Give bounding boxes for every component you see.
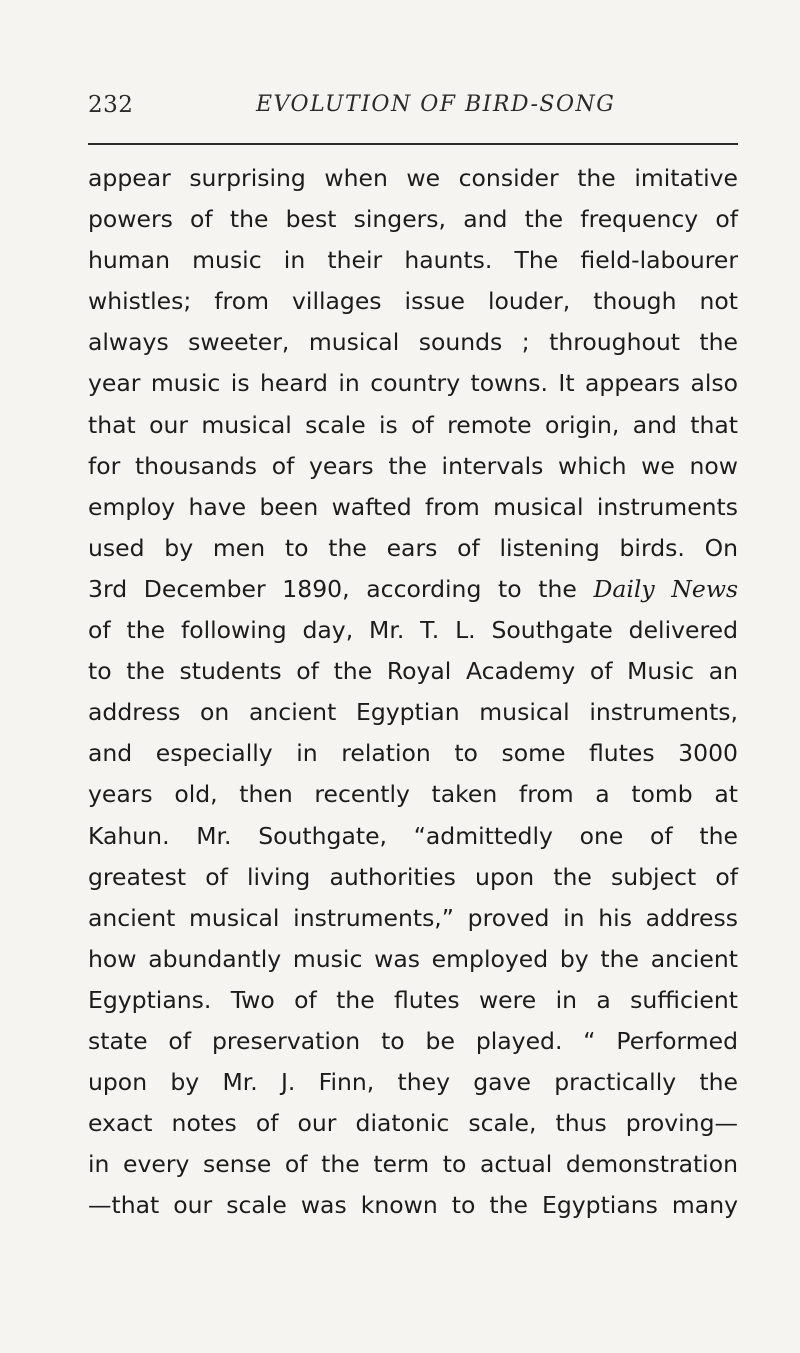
text-line: that our musical scale is of remote origin, and that (88, 410, 738, 439)
text-line: powers of the best singers, and the frequency of (88, 205, 738, 234)
text-line: greatest of living authorities upon the subject of (88, 862, 738, 891)
text-line (88, 569, 738, 610)
page-number: 232 (88, 92, 134, 118)
text-line: years old, then recently taken from a tomb at (88, 780, 738, 809)
text-line: human music in their haunts. The field-labourer (88, 246, 738, 275)
text-line: of the following day, Mr. T. L. Southgate delivered (88, 616, 738, 645)
text-line: to the students of the Royal Academy of Music an (88, 657, 738, 686)
text-line: employ have been wafted from musical instruments (88, 492, 738, 521)
text-line: ancient musical instruments,” proved in his address (88, 903, 738, 932)
text-line: appear surprising when we consider the imitative (88, 164, 738, 192)
running-head (88, 92, 738, 126)
text-line: how abundantly music was employed by the ancient (88, 944, 738, 973)
text-line: year music is heard in country towns. It appears also (88, 369, 738, 398)
newspaper-title: Daily News (593, 574, 738, 603)
running-title: EVOLUTION OF BIRD-SONG (256, 92, 616, 117)
header-rule (88, 143, 738, 145)
text-line: whistles; from villages issue louder, though not (88, 287, 738, 316)
text-line: in every sense of the term to actual demonstration (88, 1150, 738, 1179)
text-line: Egyptians. Two of the flutes were in a sufficient (88, 985, 738, 1014)
text-line: always sweeter, musical sounds ; throughout the (88, 328, 738, 357)
text-line: exact notes of our diatonic scale, thus proving— (88, 1109, 738, 1138)
text-line: Kahun. Mr. Southgate, “admittedly one of the (88, 821, 738, 850)
text-line: and especially in relation to some flutes 3000 (88, 739, 738, 768)
body-text (88, 158, 738, 1226)
text-line: for thousands of years the intervals which we now (88, 451, 738, 480)
text-line: —that our scale was known to the Egyptians many (88, 1191, 738, 1220)
text-line: state of preservation to be played. “ Performed (88, 1026, 738, 1055)
text-line: upon by Mr. J. Finn, they gave practically the (88, 1068, 738, 1097)
text-line: address on ancient Egyptian musical instruments, (88, 698, 738, 727)
text-line: used by men to the ears of listening birds. On (88, 533, 738, 562)
text-segment: 3rd December 1890, according to the (88, 574, 594, 603)
